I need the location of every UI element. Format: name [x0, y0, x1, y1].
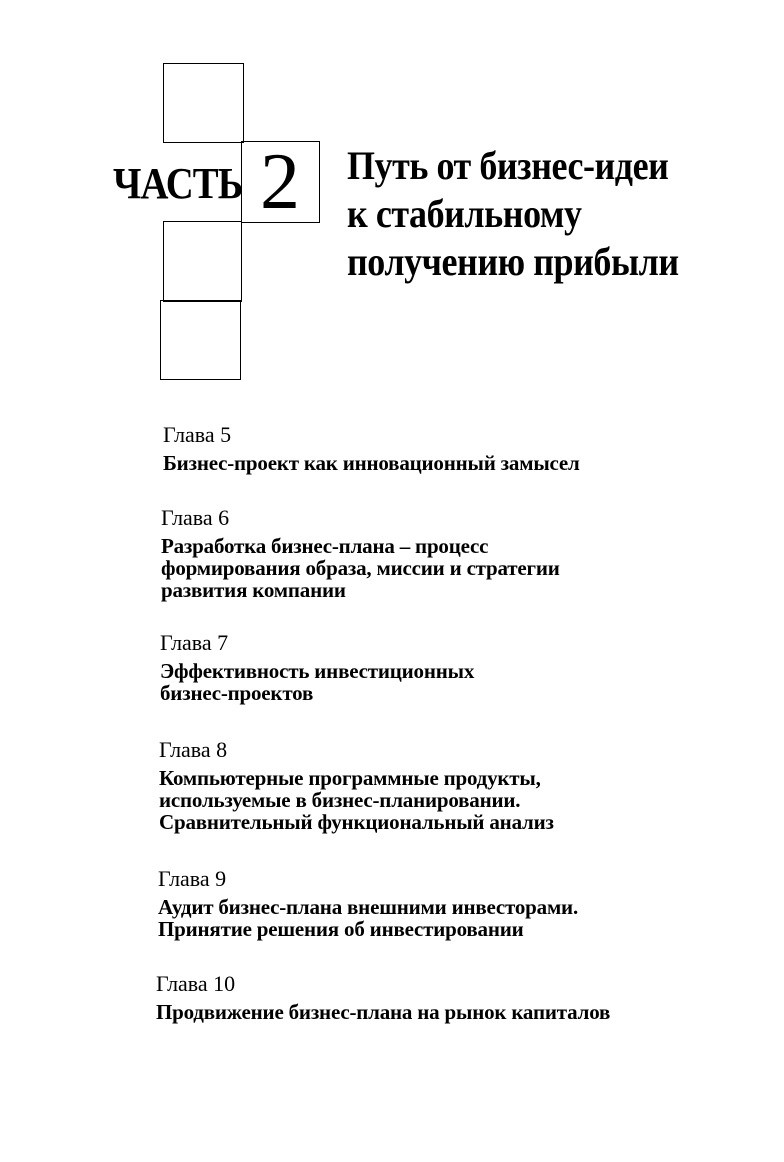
chapter-title	[160, 660, 780, 704]
chapter-title-line: используемые в бизнес-планировании.	[159, 788, 521, 812]
chapter-title-line: формирования образа, миссии и стратегии	[161, 556, 560, 580]
chapter-title-line: бизнес-проектов	[160, 681, 314, 705]
part-number: 2	[260, 138, 300, 226]
chapter-label: Глава 9	[158, 866, 227, 891]
chapter-title	[156, 1001, 776, 1023]
part-title-line: Путь от бизнес-идеи	[347, 143, 669, 188]
chapter-entry	[160, 630, 780, 704]
part-title-line: получению прибыли	[347, 239, 679, 284]
decorative-box-top	[163, 63, 244, 143]
chapter-title	[158, 896, 778, 940]
chapter-entry	[161, 505, 781, 601]
chapter-entry	[158, 866, 778, 940]
part-title-line: к стабильному	[347, 191, 582, 236]
chapter-title-line: Бизнес-проект как инновационный замысел	[163, 451, 580, 475]
decorative-box-bottom	[160, 300, 241, 380]
chapter-title-line: Принятие решения об инвестировании	[158, 917, 524, 941]
decorative-box-lower	[163, 221, 242, 302]
chapter-title-line: Продвижение бизнес-плана на рынок капиталов	[156, 1000, 611, 1024]
chapter-entry	[163, 422, 783, 474]
chapter-label: Глава 5	[163, 422, 232, 447]
part-title	[347, 142, 734, 286]
chapter-title-line: Разработка бизнес-плана – процесс	[161, 534, 489, 558]
part-word: ЧАСТЬ	[113, 159, 243, 208]
chapter-title-line: развития компании	[161, 578, 346, 602]
chapter-title	[163, 452, 783, 474]
chapter-title-line: Сравнительный функциональный анализ	[159, 810, 554, 834]
chapter-label: Глава 8	[159, 737, 228, 762]
chapter-title-line: Компьютерные программные продукты,	[159, 766, 541, 790]
chapter-entry	[156, 971, 776, 1023]
chapter-label: Глава 6	[161, 505, 230, 530]
chapter-title	[161, 535, 781, 601]
chapter-label: Глава 10	[156, 971, 236, 996]
chapter-title-line: Аудит бизнес-плана внешними инвесторами.	[158, 895, 578, 919]
chapter-label: Глава 7	[160, 630, 229, 655]
chapter-title-line: Эффективность инвестиционных	[160, 659, 475, 683]
chapter-title	[159, 767, 779, 833]
chapter-entry	[159, 737, 779, 833]
